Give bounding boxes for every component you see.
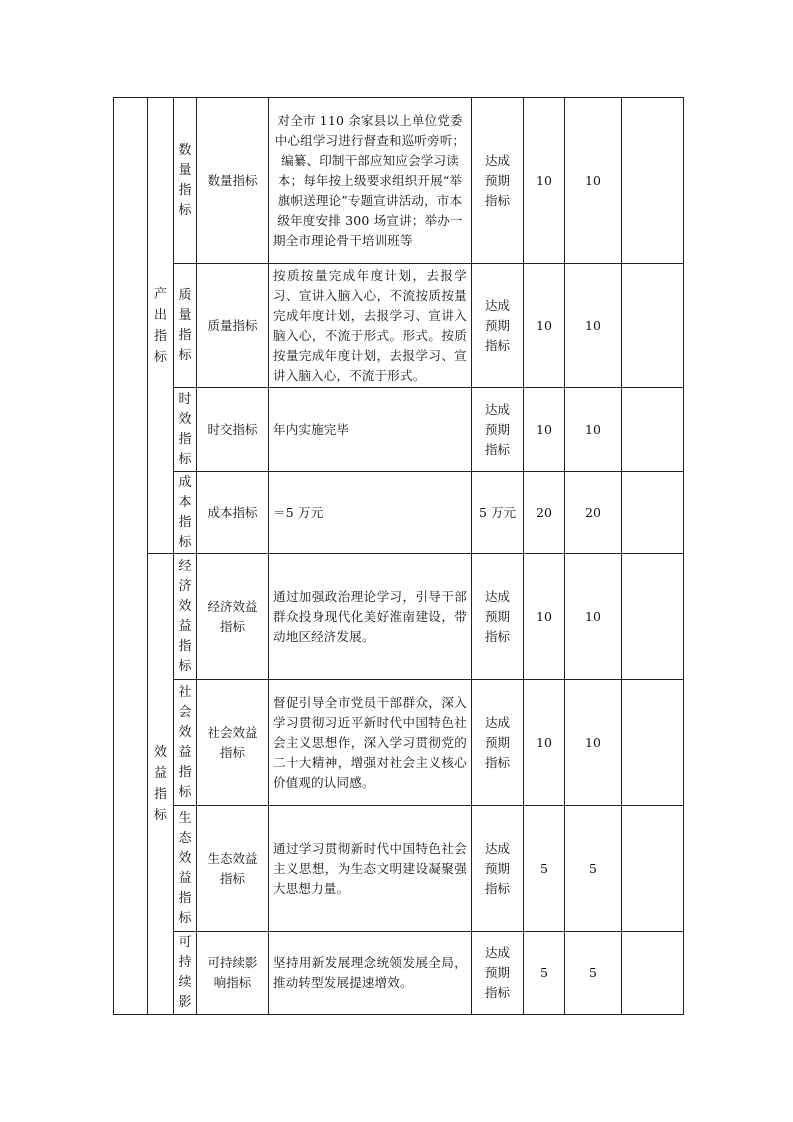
note-cell xyxy=(622,388,684,472)
weight-value: 5 xyxy=(540,860,548,876)
target-cell xyxy=(472,554,524,680)
sub-indicator-cell xyxy=(174,98,197,264)
weight-cell xyxy=(524,98,565,264)
sub-indicator-cell xyxy=(174,472,197,554)
weight-cell xyxy=(524,680,565,806)
sub-indicator-label: 生态效益指标 xyxy=(178,810,192,926)
target-cell xyxy=(472,98,524,264)
table-row xyxy=(114,264,684,388)
indicator-content: 年内实施完毕 xyxy=(273,421,350,437)
weight-cell xyxy=(524,554,565,680)
sub-indicator-label: 可持续影 xyxy=(178,935,192,1010)
weight-cell xyxy=(524,388,565,472)
group-cell-benefit xyxy=(148,554,174,1015)
sub-indicator-label: 时效指标 xyxy=(178,391,192,467)
score-value: 10 xyxy=(585,734,601,750)
indicator-content: 对全市 110 余家县以上单位党委中心组学习进行督查和巡听旁听；编纂、印制干部应知应会学习读本；每年按上级要求组织开展“举旗帜送理论”专题宣讲活动，市本级年度安排 300 场宣讲；举办一期全市理论骨干培训班等 xyxy=(273,112,466,248)
note-cell xyxy=(622,932,684,1015)
score-cell xyxy=(565,680,622,806)
table-row xyxy=(114,932,684,1015)
target-cell xyxy=(472,388,524,472)
group-label-benefit: 效益指标 xyxy=(153,745,167,823)
table-row xyxy=(114,680,684,806)
target-value: 达成预期指标 xyxy=(484,588,510,644)
note-cell xyxy=(622,554,684,680)
group-cell-output xyxy=(148,98,174,554)
indicator-name-cell xyxy=(197,932,269,1015)
sub-indicator-label: 成本指标 xyxy=(178,474,192,550)
sub-indicator-label: 社会效益指标 xyxy=(178,684,192,800)
indicator-name-cell xyxy=(197,98,269,264)
indicator-content-cell xyxy=(269,472,472,554)
sub-indicator-cell xyxy=(174,554,197,680)
indicator-content-cell xyxy=(269,932,472,1015)
weight-cell xyxy=(524,472,565,554)
indicator-content: 通过加强政治理论学习，引导干部群众投身现代化美好淮南建设，带动地区经济发展。 xyxy=(273,588,467,644)
indicator-content-cell xyxy=(269,680,472,806)
indicator-name-cell xyxy=(197,806,269,932)
target-cell xyxy=(472,472,524,554)
indicator-content: ＝5 万元 xyxy=(273,504,324,520)
target-value: 5 万元 xyxy=(479,504,516,520)
group-label-output: 产出指标 xyxy=(153,286,167,365)
indicator-content-cell xyxy=(269,388,472,472)
weight-value: 10 xyxy=(536,317,552,333)
score-cell xyxy=(565,264,622,388)
weight-value: 5 xyxy=(540,965,548,980)
score-value: 20 xyxy=(585,504,601,520)
target-cell xyxy=(472,806,524,932)
indicator-content-cell xyxy=(269,806,472,932)
weight-cell xyxy=(524,806,565,932)
sub-indicator-cell xyxy=(174,264,197,388)
table-row xyxy=(114,806,684,932)
sub-indicator-label: 数量指标 xyxy=(178,142,192,218)
score-cell xyxy=(565,554,622,680)
sub-indicator-cell xyxy=(174,388,197,472)
note-cell xyxy=(622,98,684,264)
sub-indicator-label: 质量指标 xyxy=(178,287,192,363)
indicator-name-cell xyxy=(197,472,269,554)
sub-indicator-label: 经济效益指标 xyxy=(178,558,192,674)
target-cell xyxy=(472,680,524,806)
indicator-content: 坚持用新发展理念统领发展全局，推动转型发展提速增效。 xyxy=(273,955,467,990)
indicator-name: 质量指标 xyxy=(207,317,258,333)
indicator-content: 督促引导全市党员干部群众，深入学习贯彻习近平新时代中国特色社会主义思想作，深入学习贯彻党的二十大精神，增强对社会主义核心价值观的认同感。 xyxy=(273,694,467,790)
target-value: 达成预期指标 xyxy=(484,152,510,208)
target-value: 达成预期指标 xyxy=(484,840,510,896)
table-row xyxy=(114,388,684,472)
indicator-name-cell xyxy=(197,388,269,472)
outer-blank-cell xyxy=(114,98,148,1015)
score-value: 10 xyxy=(585,172,601,188)
sub-indicator-cell xyxy=(174,806,197,932)
table-row xyxy=(114,554,684,680)
score-cell xyxy=(565,932,622,1015)
score-cell xyxy=(565,98,622,264)
indicator-name: 可持续影响指标 xyxy=(207,955,258,990)
indicator-name: 数量指标 xyxy=(207,172,258,188)
indicator-name: 社会效益指标 xyxy=(207,724,258,760)
target-value: 达成预期指标 xyxy=(484,401,510,457)
table-row xyxy=(114,98,684,264)
weight-cell xyxy=(524,264,565,388)
note-cell xyxy=(622,472,684,554)
weight-value: 20 xyxy=(536,504,552,520)
performance-indicator-table xyxy=(113,97,684,1015)
score-cell xyxy=(565,388,622,472)
table-row xyxy=(114,472,684,554)
weight-value: 10 xyxy=(536,734,552,750)
indicator-name: 成本指标 xyxy=(207,504,258,520)
indicator-name: 经济效益指标 xyxy=(207,598,258,634)
indicator-content: 按质按量完成年度计划，去报学习、宣讲入脑入心，不流按质按量完成年度计划，去报学习、宣讲入脑入心，不流于形式。形式。按质按量完成年度计划，去报学习、宣讲入脑入心，不流于形式。 xyxy=(273,267,467,383)
indicator-content-cell xyxy=(269,554,472,680)
weight-value: 10 xyxy=(536,421,552,437)
note-cell xyxy=(622,264,684,388)
indicator-name-cell xyxy=(197,680,269,806)
target-cell xyxy=(472,264,524,388)
weight-value: 10 xyxy=(536,608,552,624)
indicator-content-cell xyxy=(269,264,472,388)
target-value: 达成预期指标 xyxy=(484,297,510,353)
note-cell xyxy=(622,680,684,806)
score-value: 5 xyxy=(589,965,597,980)
score-cell xyxy=(565,472,622,554)
score-cell xyxy=(565,806,622,932)
target-cell xyxy=(472,932,524,1015)
weight-cell xyxy=(524,932,565,1015)
score-value: 5 xyxy=(589,860,597,876)
indicator-name: 时交指标 xyxy=(207,421,258,437)
indicator-content-cell xyxy=(269,98,472,264)
score-value: 10 xyxy=(585,608,601,624)
note-cell xyxy=(622,806,684,932)
indicator-name-cell xyxy=(197,264,269,388)
indicator-name: 生态效益指标 xyxy=(207,850,258,886)
sub-indicator-cell xyxy=(174,932,197,1015)
indicator-name-cell xyxy=(197,554,269,680)
score-value: 10 xyxy=(585,421,601,437)
target-value: 达成预期指标 xyxy=(484,945,510,1000)
target-value: 达成预期指标 xyxy=(484,714,510,770)
sub-indicator-cell xyxy=(174,680,197,806)
score-value: 10 xyxy=(585,317,601,333)
indicator-content: 通过学习贯彻新时代中国特色社会主义思想，为生态文明建设凝聚强大思想力量。 xyxy=(273,840,467,896)
weight-value: 10 xyxy=(536,172,552,188)
